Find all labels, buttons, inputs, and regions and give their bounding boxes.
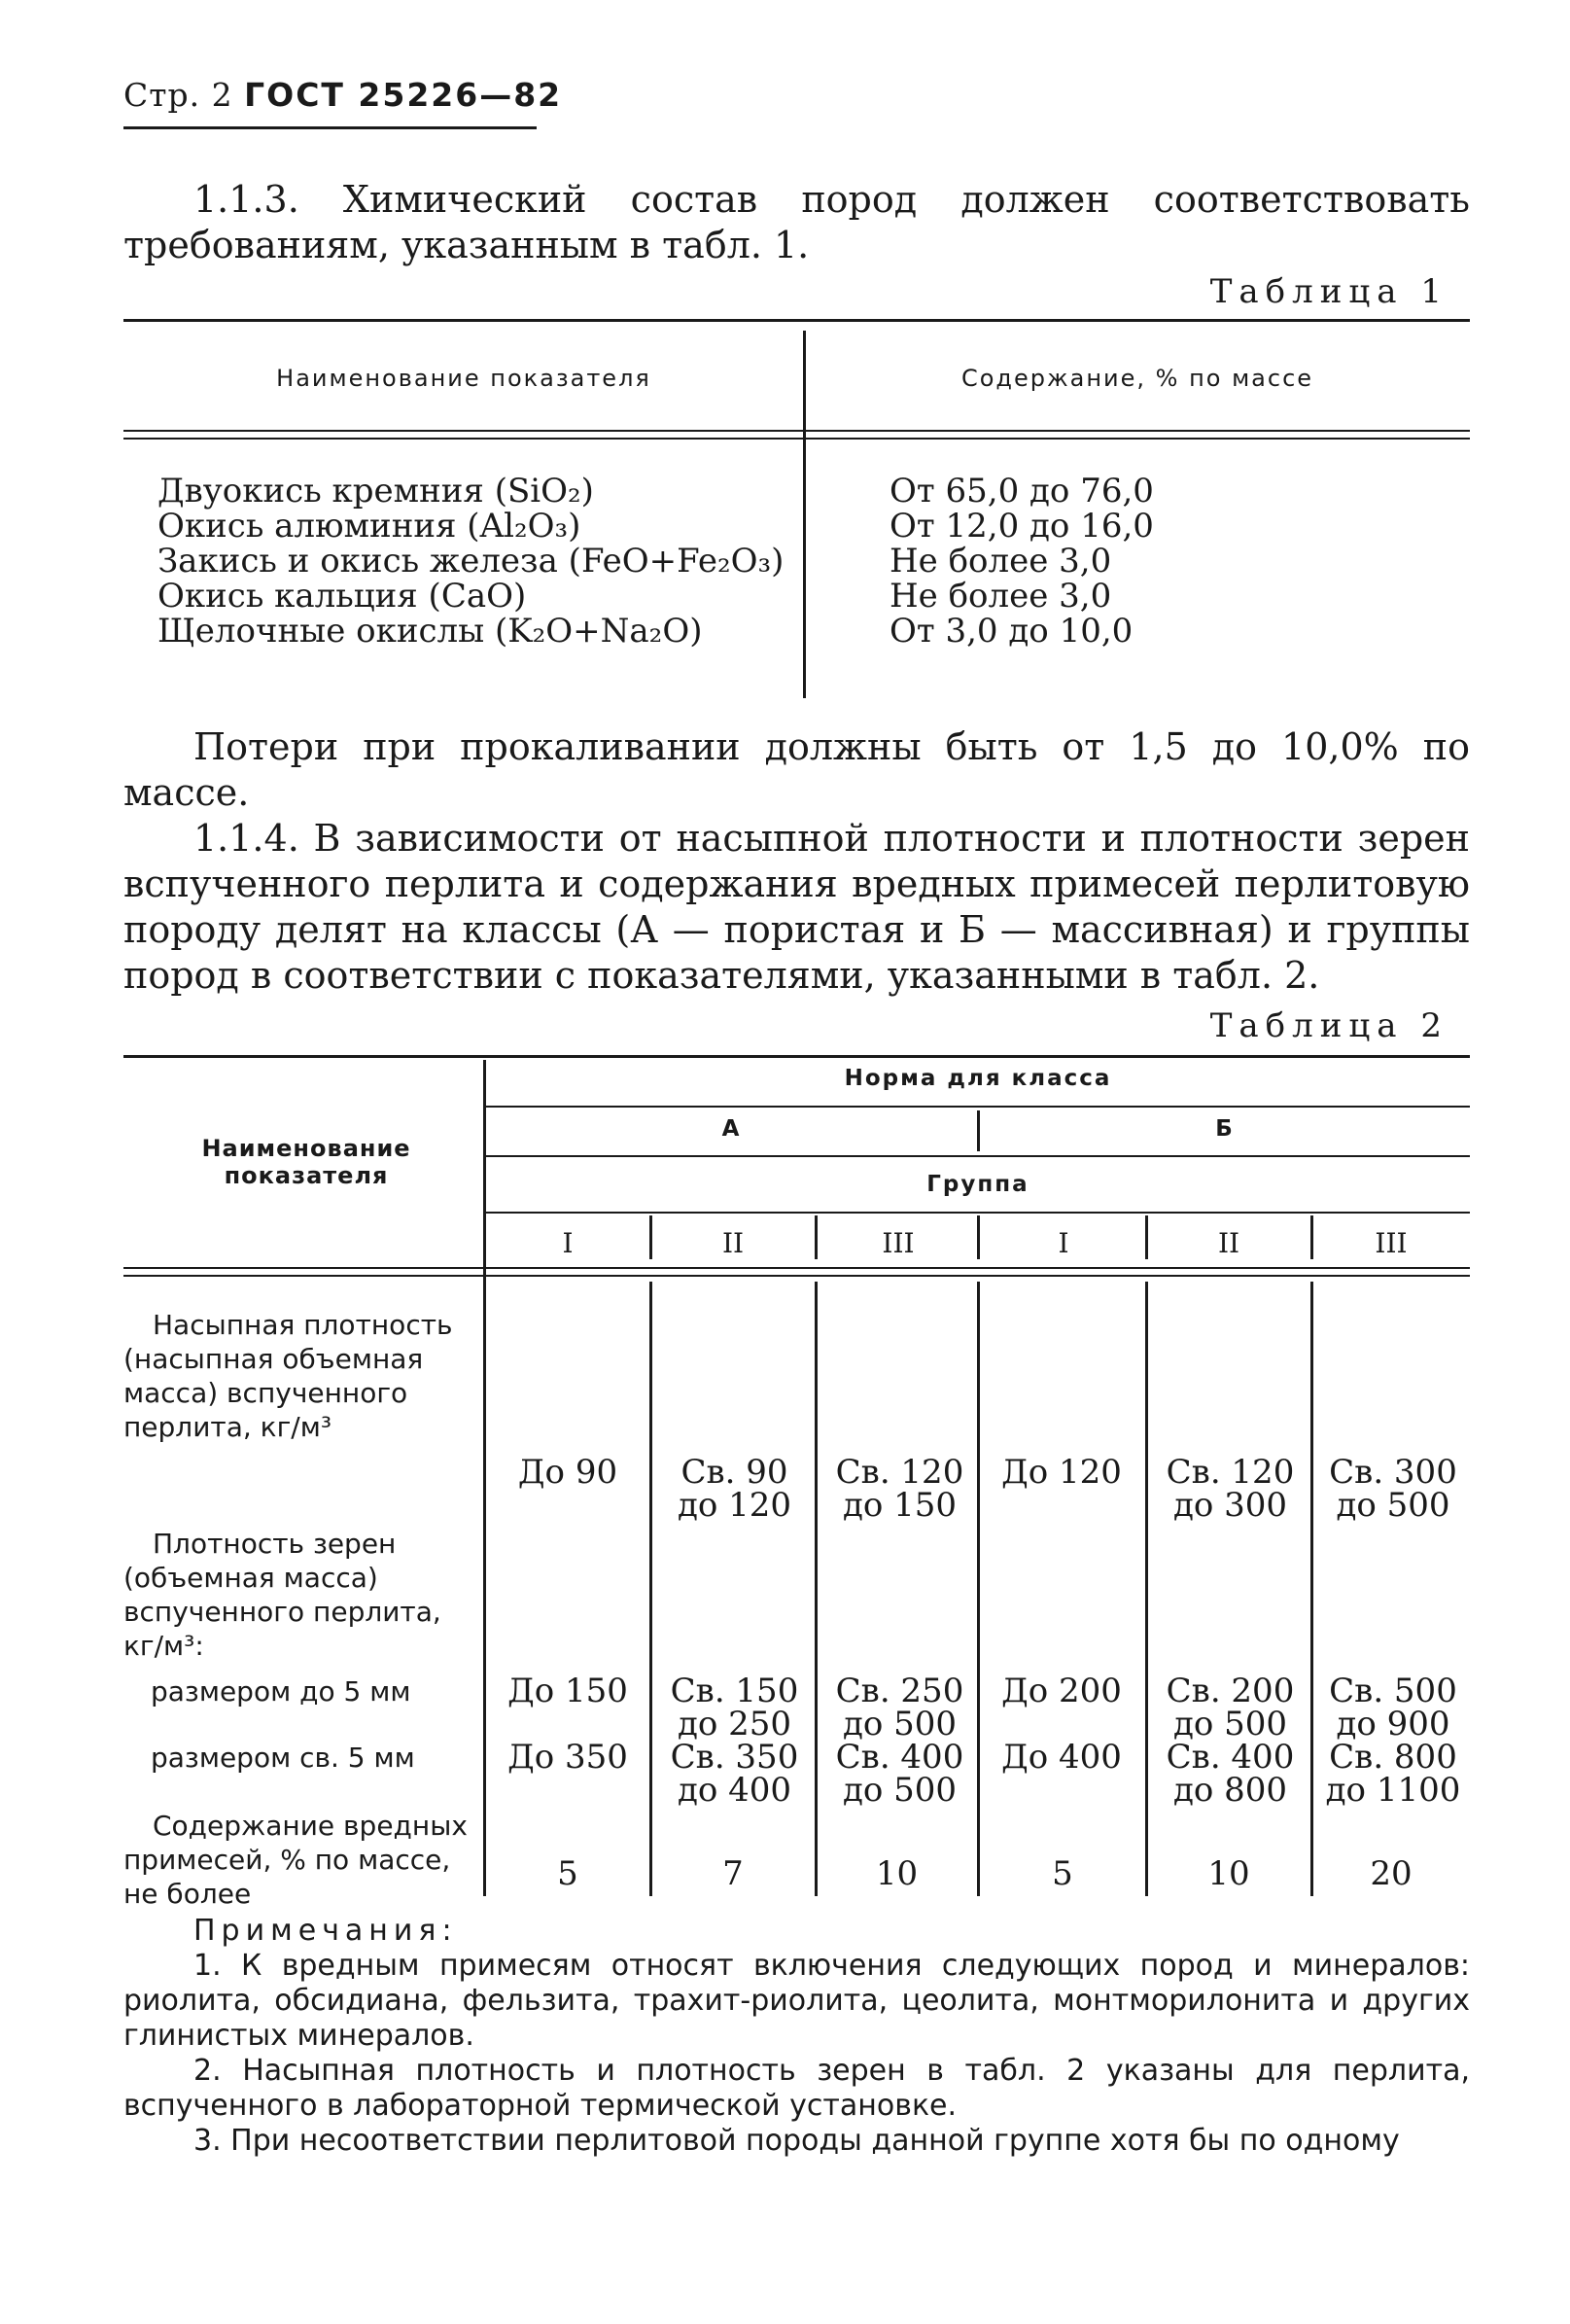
table2-cell: До 120 — [1001, 1453, 1122, 1492]
table2-norm-rule — [486, 1106, 1470, 1108]
table2-cell: Св. 400 до 800 — [1166, 1738, 1295, 1810]
section-1-1-3-text: 1.1.3. Химический состав пород должен соответствовать требованиям, указанным в табл. 1. — [123, 178, 1470, 266]
table1-head-rule-1 — [123, 430, 1470, 432]
table1-row-value: От 12,0 до 16,0 — [890, 507, 1154, 546]
page-header — [123, 76, 562, 114]
table2-group-a-1: I — [562, 1227, 574, 1259]
table1-row-name: Закись и окись железа (FeO+Fe₂O₃) — [157, 542, 785, 581]
table2-cell: 20 — [1370, 1854, 1413, 1893]
table2-cell: Св. 400 до 500 — [835, 1738, 964, 1810]
table2-cell: Св. 120 до 150 — [835, 1453, 964, 1525]
note-item: 2. Насыпная плотность и плотность зерен в табл. 2 указаны для перлита, вспученного в лабораторной термической установке. — [123, 2054, 1470, 2123]
table2-group-divider — [1145, 1215, 1148, 1259]
table2-row2-label: Плотность зерен (объемная масса) вспученного перлита, кг/м³: — [123, 1528, 441, 1662]
table2-row2b-label: размером св. 5 мм — [151, 1742, 415, 1774]
table2-cell: Св. 200 до 500 — [1166, 1672, 1295, 1743]
table2-cell: До 90 — [517, 1453, 618, 1492]
table1-top-rule — [123, 319, 1470, 322]
table1-row-name: Окись кальция (CaO) — [157, 577, 527, 616]
table2-group-a-3: III — [882, 1227, 915, 1259]
table2-group-rule — [486, 1212, 1470, 1214]
table2-row3-label: Содержание вредных примесей, % по массе, не более — [123, 1810, 468, 1910]
table2-class-rule — [486, 1155, 1470, 1157]
table2-group-b-3: III — [1375, 1227, 1408, 1259]
notes — [123, 1914, 1470, 2159]
table2-group-header: Группа — [926, 1172, 1029, 1197]
loss-on-ignition-text: Потери при прокаливании должны быть от 1,5 до 10,0% по массе. — [123, 725, 1470, 814]
table2-cell: 10 — [875, 1854, 919, 1893]
table1-col-content: Содержание, % по массе — [960, 365, 1314, 392]
table2-norm-header: Норма для класса — [844, 1066, 1112, 1091]
note-item: 3. При несоответствии перлитовой породы данной группе хотя бы по одному — [193, 2124, 1400, 2158]
table2-cell: Св. 90 до 120 — [677, 1453, 792, 1525]
table2-cell: Св. 300 до 500 — [1329, 1453, 1457, 1525]
table2-col-name: Наименование показателя — [201, 1135, 411, 1189]
section-1-1-4 — [123, 724, 1470, 999]
table2-cell: До 200 — [1001, 1672, 1122, 1710]
table2-caption: Таблица 2 — [1209, 1006, 1448, 1045]
header-rule — [123, 126, 537, 129]
table2-group-divider — [815, 1215, 818, 1259]
table2-class-b: Б — [1215, 1116, 1235, 1142]
table2-cell: 7 — [722, 1854, 744, 1893]
table2-body-divider — [977, 1282, 980, 1896]
table2-body-divider — [1145, 1282, 1148, 1896]
table2-cell: До 150 — [507, 1672, 628, 1710]
notes-title: Примечания: — [193, 1914, 458, 1948]
table2-group-divider — [649, 1215, 652, 1259]
table2-cell: 5 — [1052, 1854, 1073, 1893]
table1-names — [157, 474, 784, 649]
table2-top-rule — [123, 1055, 1470, 1058]
table2-cell: Св. 250 до 500 — [835, 1672, 964, 1743]
standard-code: ГОСТ 25226—82 — [244, 76, 563, 114]
table2-cell: Св. 350 до 400 — [670, 1738, 799, 1810]
table2-body-divider — [815, 1282, 818, 1896]
table1-head-rule-2 — [123, 438, 1470, 440]
table2-group-divider — [977, 1215, 980, 1259]
table2-group-a-2: II — [721, 1227, 745, 1259]
table2-cell: Св. 150 до 250 — [670, 1672, 799, 1743]
page-number: Стр. 2 — [123, 76, 233, 114]
section-1-1-4-text: 1.1.4. В зависимости от насыпной плотности и плотности зерен вспученного перлита и содержания вредных примесей перлитовую породу делят на классы (А — пористая и Б — массивная) и группы пород в соответствии с показателями, указанными в табл. 2. — [123, 817, 1470, 997]
table1-row-name: Окись алюминия (Al₂O₃) — [157, 507, 581, 546]
table2-row2a-label: размером до 5 мм — [151, 1675, 411, 1708]
table2-group-b-2: II — [1217, 1227, 1240, 1259]
table2-cell: До 400 — [1001, 1738, 1122, 1777]
section-1-1-3 — [123, 177, 1470, 268]
table1-row-value: От 65,0 до 76,0 — [890, 472, 1154, 511]
table1-row-value: Не более 3,0 — [890, 542, 1112, 581]
table2-head-rule-1 — [123, 1267, 1470, 1269]
table2-head-rule-2 — [123, 1275, 1470, 1277]
table2-cell: 5 — [557, 1854, 578, 1893]
table2-group-b-1: I — [1058, 1227, 1069, 1259]
table2-group-divider — [1310, 1215, 1313, 1259]
table2-class-a: А — [721, 1116, 742, 1142]
table1-values — [890, 474, 1154, 649]
table1-row-name: Двуокись кремния (SiO₂) — [157, 472, 594, 511]
table2-body-divider — [649, 1282, 652, 1896]
table2-body-divider — [1310, 1282, 1313, 1896]
table1-row-value: Не более 3,0 — [890, 577, 1112, 616]
table1-col-name: Наименование показателя — [276, 365, 651, 392]
table2-cell: Св. 800 до 1100 — [1325, 1738, 1461, 1810]
table2-cell: До 350 — [507, 1738, 628, 1777]
note-item: 1. К вредным примесям относят включения следующих пород и минералов: риолита, обсидиана, фельзита, трахит-риолита, цеолита, монтморилонита и других глинистых минералов. — [123, 1949, 1470, 2053]
table1-row-name: Щелочные окислы (K₂O+Na₂O) — [157, 612, 703, 651]
table1-caption: Таблица 1 — [1209, 272, 1448, 311]
table1-row-value: От 3,0 до 10,0 — [890, 612, 1134, 651]
table2-row1-label: Насыпная плотность (насыпная объемная масса) вспученного перлита, кг/м³ — [123, 1309, 453, 1443]
table2-cell: Св. 120 до 300 — [1166, 1453, 1295, 1525]
table2-cell: Св. 500 до 900 — [1329, 1672, 1457, 1743]
table2-cell: 10 — [1207, 1854, 1250, 1893]
